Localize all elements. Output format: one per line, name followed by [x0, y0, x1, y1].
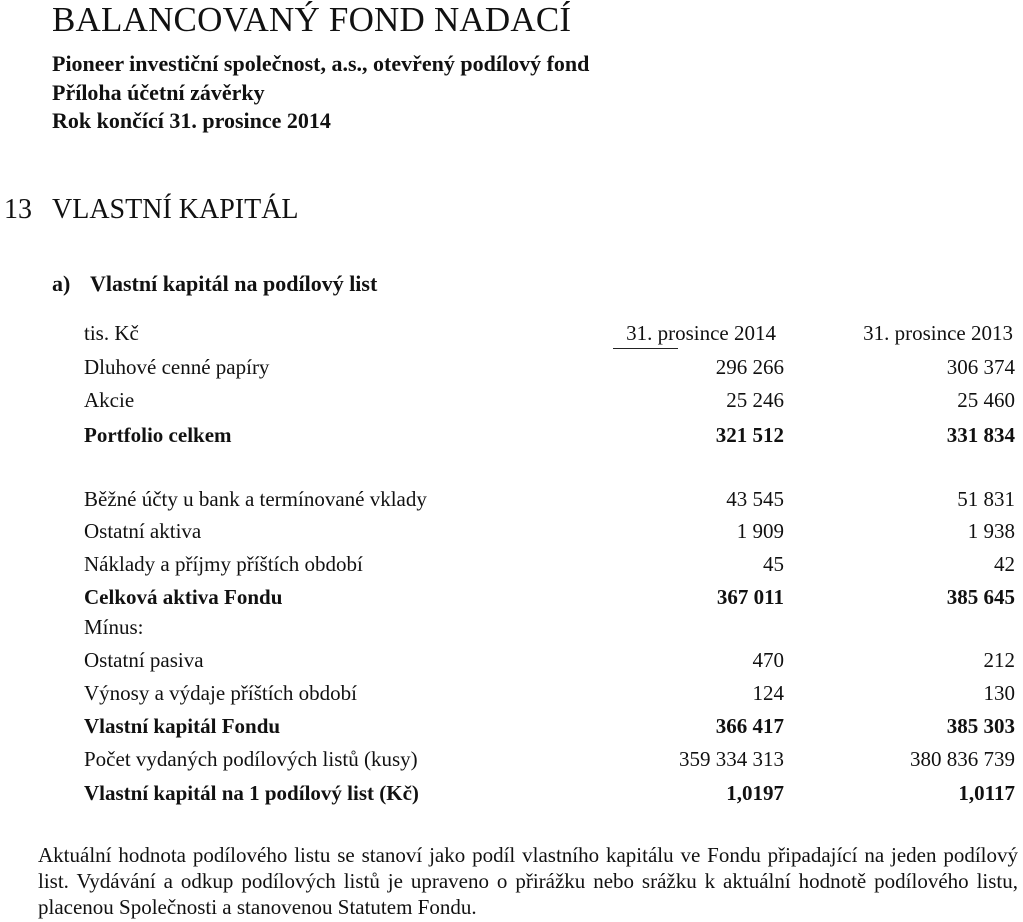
- value-2014: 296 266: [715, 355, 784, 379]
- section-title: VLASTNÍ KAPITÁL: [52, 194, 299, 225]
- section-number: 13: [4, 194, 32, 225]
- document-type-line: Příloha účetní závěrky: [52, 80, 265, 105]
- column-header-2013: 31. prosince 2013: [863, 321, 1013, 345]
- row-label: Ostatní aktiva: [84, 519, 202, 543]
- value-2013: 385 645: [946, 585, 1015, 609]
- table-row-total: [0, 711, 1023, 741]
- table-row-total: [0, 778, 1023, 808]
- row-label: Portfolio celkem: [84, 423, 232, 447]
- table-row: [0, 612, 1023, 642]
- value-2014: 1,0197: [726, 781, 784, 805]
- value-2014: 45: [763, 552, 784, 576]
- table-row: [0, 744, 1023, 774]
- column-header-2014: 31. prosince 2014: [626, 321, 776, 345]
- value-2014: 470: [752, 648, 784, 672]
- value-2013: 1 938: [967, 519, 1015, 543]
- value-2014: 43 545: [726, 487, 784, 511]
- value-2013: 306 374: [946, 355, 1015, 379]
- value-2013: 1,0117: [958, 781, 1015, 805]
- table-row: [0, 352, 1023, 382]
- value-2014: 367 011: [716, 585, 784, 609]
- value-2014: 124: [752, 681, 784, 705]
- value-2014: 25 246: [726, 388, 784, 412]
- value-2013: 42: [994, 552, 1015, 576]
- table-row: [0, 385, 1023, 415]
- company-line: Pioneer investiční společnost, a.s., otevřený podílový fond: [52, 51, 590, 76]
- row-label: Náklady a příjmy příštích období: [84, 552, 363, 576]
- table-row: [0, 549, 1023, 579]
- explanatory-note: Aktuální hodnota podílového listu se stanoví jako podíl vlastního kapitálu ve Fondu připadající na jeden podílový list. Vydávání a odkup podílových listů je upraveno o přirážku nebo srážku k aktuální hodnotě podílového listu, placenou Společnosti a stanovenou Statutem Fondu.: [38, 843, 1018, 919]
- table-header-row: [0, 318, 1023, 348]
- row-label: Mínus:: [84, 615, 144, 639]
- value-2013: 331 834: [946, 423, 1015, 447]
- period-line: Rok končící 31. prosince 2014: [52, 108, 331, 133]
- row-label: Dluhové cenné papíry: [84, 355, 270, 379]
- row-label: Vlastní kapitál na 1 podílový list (Kč): [84, 781, 419, 805]
- subsection-heading: [52, 270, 377, 298]
- row-label: Vlastní kapitál Fondu: [84, 714, 281, 738]
- value-2013: 25 460: [957, 388, 1015, 412]
- table-row: [0, 645, 1023, 675]
- table-row: [0, 484, 1023, 514]
- table-row-total: [0, 420, 1023, 450]
- row-label: Celková aktiva Fondu: [84, 585, 283, 609]
- value-2013: 130: [983, 681, 1015, 705]
- value-2014: 1 909: [736, 519, 784, 543]
- table-row: [0, 678, 1023, 708]
- value-2014: 366 417: [715, 714, 784, 738]
- value-2014: 321 512: [715, 423, 784, 447]
- value-2013: 385 303: [946, 714, 1015, 738]
- value-2013: 212: [983, 648, 1015, 672]
- table-row: [0, 516, 1023, 546]
- row-label: Běžné účty u bank a termínované vklady: [84, 487, 427, 511]
- table-row-total: [0, 582, 1023, 612]
- subsection-mark: a): [52, 271, 71, 296]
- row-label: Ostatní pasiva: [84, 648, 204, 672]
- fund-title: BALANCOVANÝ FOND NADACÍ: [52, 0, 572, 39]
- row-label: Akcie: [84, 388, 135, 412]
- row-label: Počet vydaných podílových listů (kusy): [84, 747, 418, 771]
- value-2013: 380 836 739: [910, 747, 1015, 771]
- value-2013: 51 831: [957, 487, 1015, 511]
- value-2014: 359 334 313: [679, 747, 784, 771]
- unit-label: tis. Kč: [84, 321, 139, 345]
- subsection-title: Vlastní kapitál na podílový list: [90, 271, 378, 296]
- row-label: Výnosy a výdaje příštích období: [84, 681, 357, 705]
- header-underline: [613, 348, 678, 349]
